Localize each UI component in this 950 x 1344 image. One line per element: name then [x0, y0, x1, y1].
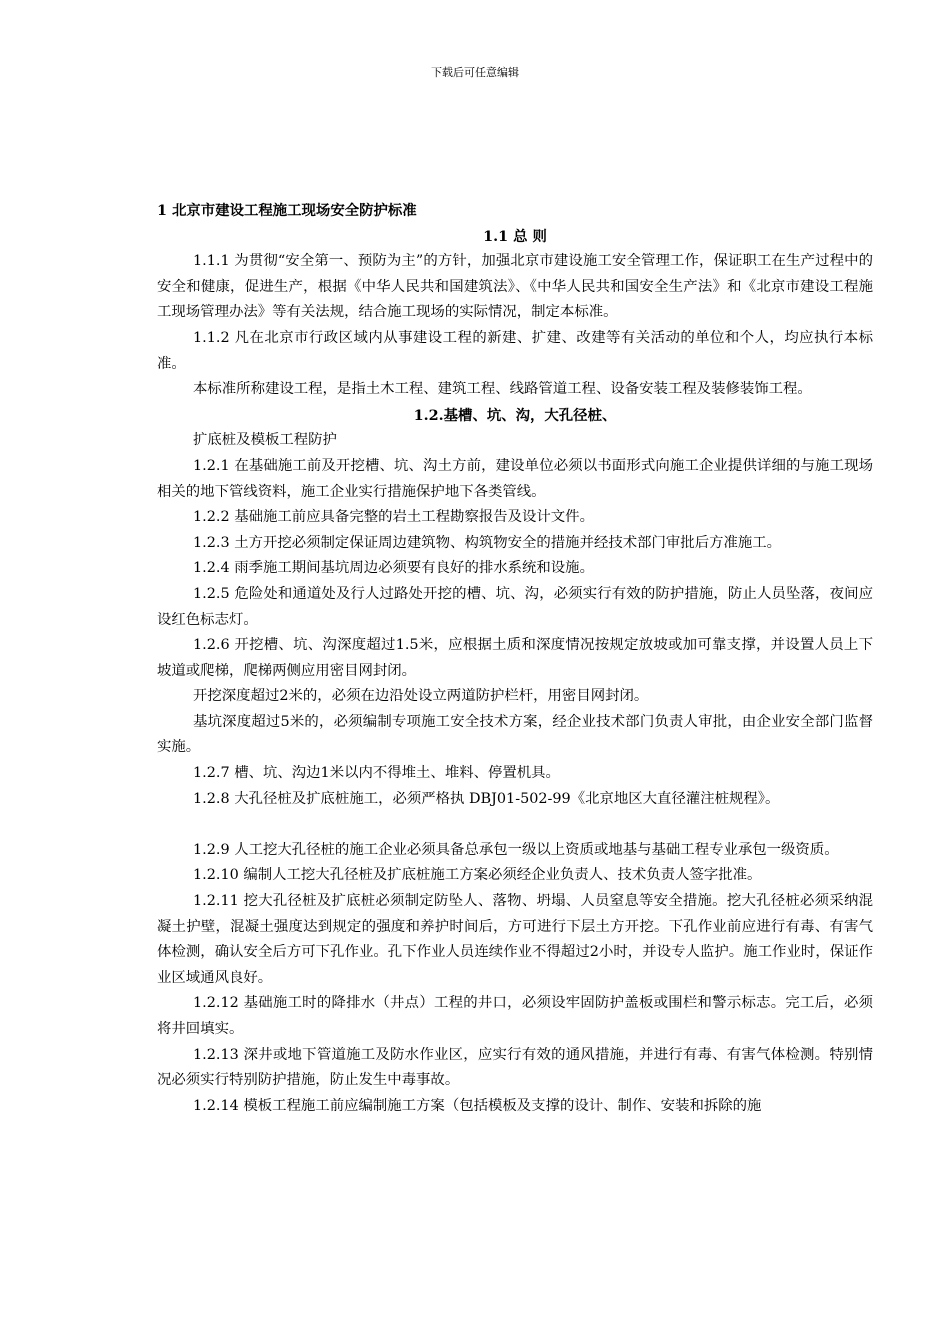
clause-1-2-4: 1.2.4 雨季施工期间基坑周边必须要有良好的排水系统和设施。 [193, 560, 594, 577]
section-heading-1-1: 1.1 总 则 [483, 227, 547, 245]
clause-1-1-2: 1.1.2 凡在北京市行政区域内从事建设工程的新建、扩建、改建等有关活动的单位和个人，均应执行本标准。 [157, 329, 873, 372]
clause-1-2-1: 1.2.1 在基础施工前及开挖槽、坑、沟土方前，建设单位必须以书面形式向施工企业提供详细的与施工现场相关的地下管线资料，施工企业实行措施保护地下各类管线。 [157, 457, 873, 500]
section-heading-1-2-continued: 扩底桩及模板工程防护 [193, 432, 337, 449]
clause-1-2-5: 1.2.5 危险处和通道处及行人过路处开挖的槽、坑、沟，必须实行有效的防护措施，防止人员坠落，夜间应设红色标志灯。 [157, 585, 873, 628]
clause-1-2-3: 1.2.3 土方开挖必须制定保证周边建筑物、构筑物安全的措施并经技术部门审批后方准施工。 [193, 534, 782, 551]
clause-1-2-8: 1.2.8 大孔径桩及扩底桩施工，必须严格执 DBJ01-502-99《北京地区大直径灌注桩规程》。 [193, 790, 780, 807]
document-body [157, 198, 873, 1119]
document-title: 1 北京市建设工程施工现场安全防护标准 [157, 202, 417, 219]
page-header: 下载后可任意编辑 [431, 66, 519, 79]
clause-1-2-14: 1.2.14 模板工程施工前应编制施工方案（包括模板及支撑的设计、制作、安装和拆除的施 [193, 1097, 762, 1114]
section-heading-1-2: 1.2.基槽、坑、沟，大孔径桩、 [413, 406, 617, 424]
clause-1-2-10: 1.2.10 编制人工挖大孔径桩及扩底桩施工方案必须经企业负责人、技术负责人签字批准。 [193, 867, 762, 884]
clause-1-2-6: 1.2.6 开挖槽、坑、沟深度超过1.5米，应根据土质和深度情况按规定放坡或加可靠支撑，并设置人员上下坡道或爬梯，爬梯两侧应用密目网封闭。 [157, 637, 873, 679]
clause-1-2-6-paragraph-a: 开挖深度超过2米的，必须在边沿处设立两道防护栏杆，用密目网封闭。 [193, 688, 649, 705]
paragraph-scope: 本标准所称建设工程，是指土木工程、建筑工程、线路管道工程、设备安装工程及装修装饰工程。 [193, 381, 812, 398]
clause-1-2-7: 1.2.7 槽、坑、沟边1米以内不得堆土、堆料、停置机具。 [193, 765, 560, 782]
clause-1-2-2: 1.2.2 基础施工前应具备完整的岩土工程勘察报告及设计文件。 [193, 509, 594, 526]
clause-1-2-11: 1.2.11 挖大孔径桩及扩底桩必须制定防坠人、落物、坍塌、人员窒息等安全措施。挖大孔径桩必须采纳混凝土护壁，混凝土强度达到规定的强度和养护时间后，方可进行下层土方开挖。下孔作业前应进行有毒、有害气体检测，确认安全后方可下孔作业。孔下作业人员连续作业不得超过2小时，并设专人监护。施工作业时，保证作业区域通风良好。 [157, 893, 873, 986]
clause-1-2-6-paragraph-b: 基坑深度超过5米的，必须编制专项施工安全技术方案，经企业技术部门负责人审批，由企业安全部门监督实施。 [157, 713, 873, 756]
clause-1-1-1: 1.1.1 为贯彻“安全第一、预防为主”的方针，加强北京市建设施工安全管理工作，保证职工在生产过程中的安全和健康，促进生产，根据《中华人民共和国建筑法》、《中华人民共和国安全生产法》和《北京市建设工程施工现场管理办法》等有关法规，结合施工现场的实际情况，制定本标准。 [157, 253, 873, 321]
clause-1-2-12: 1.2.12 基础施工时的降排水（井点）工程的井口，必须设牢固防护盖板或围栏和警示标志。完工后，必须将井回填实。 [157, 995, 873, 1037]
clause-1-2-13: 1.2.13 深井或地下管道施工及防水作业区，应实行有效的通风措施，并进行有毒、有害气体检测。特别情况必须实行特别防护措施，防止发生中毒事故。 [157, 1046, 873, 1089]
clause-1-2-9: 1.2.9 人工挖大孔径桩的施工企业必须具备总承包一级以上资质或地基与基础工程专业承包一级资质。 [193, 841, 839, 858]
blank-line [157, 812, 873, 838]
